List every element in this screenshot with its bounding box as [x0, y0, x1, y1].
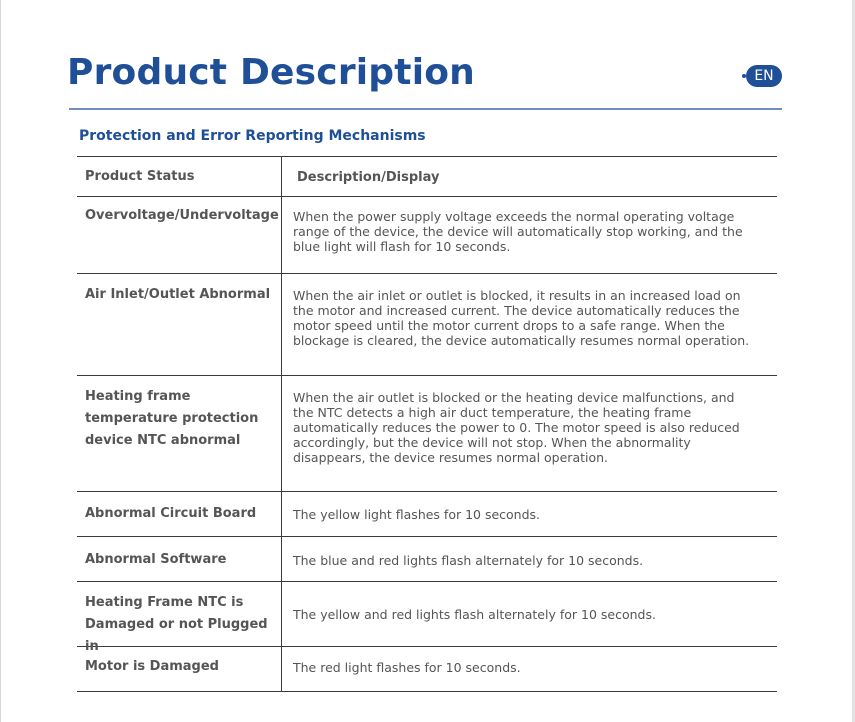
- page-title: Product Description: [67, 52, 475, 93]
- table-rule: [77, 273, 777, 274]
- column-header-status: Product Status: [85, 169, 195, 184]
- table-row-status: Air Inlet/Outlet Abnormal: [85, 287, 271, 302]
- table-rule: [77, 581, 777, 582]
- table-rule: [77, 491, 777, 492]
- table-row-description: When the air outlet is blocked or the heating device malfunctions, and the NTC detects a high air duct temperature, the heating frame automatically reduces the power to 0. The motor speed is also reduced accordingly, but the device will not stop. When the abnormality disappears, the device resumes normal operation.: [293, 390, 740, 465]
- table-rule-bottom: [77, 691, 777, 692]
- table-row-status: Heating frame temperature protection device NTC abnormal: [85, 389, 259, 448]
- table-row-description: The red light flashes for 10 seconds.: [293, 660, 521, 675]
- table-rule-top: [77, 156, 777, 157]
- table-rule: [77, 536, 777, 537]
- table-column-divider: [281, 156, 282, 692]
- table-rule-header: [77, 196, 777, 197]
- column-header-description: Description/Display: [297, 170, 440, 185]
- table-rule: [77, 375, 777, 376]
- table-row-description: When the power supply voltage exceeds the normal operating voltage range of the device, the device will automatically stop working, and the blue light will flash for 10 seconds.: [293, 209, 743, 254]
- section-title: Protection and Error Reporting Mechanisms: [79, 128, 426, 144]
- table-row-description: The yellow and red lights flash alternately for 10 seconds.: [293, 607, 656, 622]
- table-row-description: When the air inlet or outlet is blocked, it results in an increased load on the motor and increased current. The device automatically reduces the motor speed until the motor current drops to a safe range. When the blockage is cleared, the device automatically resumes normal operation.: [293, 288, 750, 348]
- table-row-status: Motor is Damaged: [85, 659, 219, 674]
- title-divider: [69, 108, 782, 110]
- table-row-status: Heating Frame NTC is Damaged or not Plugged in: [85, 595, 268, 654]
- table-row-description: The blue and red lights flash alternately for 10 seconds.: [293, 553, 644, 568]
- table-row-status: Abnormal Circuit Board: [85, 506, 257, 521]
- table-row-status: Overvoltage/Undervoltage: [85, 208, 279, 223]
- page-edge: [0, 0, 1, 722]
- table-row-description: The yellow light flashes for 10 seconds.: [293, 507, 541, 522]
- table-row-status: Abnormal Software: [85, 552, 227, 567]
- language-badge: EN: [746, 65, 782, 87]
